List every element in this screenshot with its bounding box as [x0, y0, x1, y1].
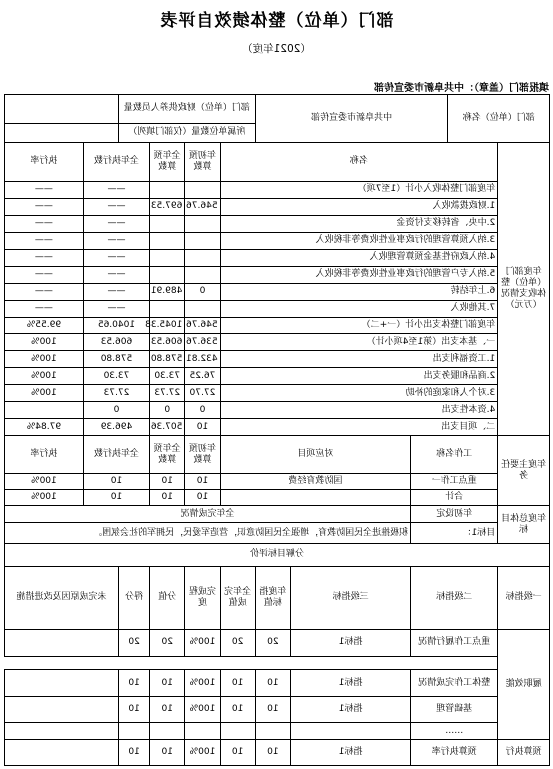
fund-row-rate: 99.55%: [5, 317, 84, 334]
fund-row-annual: 1045.38: [150, 317, 185, 334]
fund-row-name: 2.商品和服务支出: [220, 368, 498, 385]
fund-row-annual: [150, 181, 185, 198]
eval-spacer: [255, 656, 290, 670]
fund-row-rate: 100%: [5, 351, 84, 368]
eval-row-target: 20: [255, 630, 290, 657]
eval-header-target: 年度指标值: [255, 566, 290, 630]
fund-row-executed: ——: [83, 266, 149, 283]
eval-row-score-value: 10: [150, 670, 185, 697]
fund-row-initial: 546.76: [185, 198, 220, 215]
staff-count-value: [5, 95, 119, 124]
fund-row-initial: 432.81: [185, 351, 220, 368]
eval-row-score: 10: [119, 696, 150, 723]
task-total-label: 合计: [411, 490, 498, 506]
fund-row-annual: 606.53: [150, 334, 185, 351]
eval-row-level3: 指标1: [291, 670, 411, 697]
filling-unit: 填报部门（盖章）：中共阜新市委宣传部: [374, 83, 549, 94]
eval-row-score-value: 20: [150, 630, 185, 657]
task-header-project: 对应项目: [220, 436, 411, 474]
fund-row-initial: 0: [185, 402, 220, 419]
fund-row-initial: [185, 232, 220, 249]
fund-row-name: 5.纳入专户管理的行政事业性收费等非税收入: [220, 266, 498, 283]
fund-row-name: 3.纳入预算管理的行政事业性收费等非税收入: [220, 232, 498, 249]
fund-header-annual: 全年预算数: [150, 142, 185, 181]
dept-name-label: 部门（单位）名称: [448, 95, 550, 143]
eval-header-level2: 二级指标: [411, 566, 498, 630]
eval-row-reason: [5, 670, 119, 697]
eval-budget-completed: 10: [220, 740, 255, 766]
fund-row-executed: ——: [83, 249, 149, 266]
fund-row-name: 二、项目支出: [220, 419, 498, 436]
fund-row-executed: ——: [83, 215, 149, 232]
fund-row-rate: 100%: [5, 334, 84, 351]
evaluation-table: [4, 94, 550, 766]
fund-row-rate: ——: [5, 232, 84, 249]
eval-row-score: 10: [119, 670, 150, 697]
eval-row-level3: 指标1: [291, 696, 411, 723]
fund-row-rate: ——: [5, 249, 84, 266]
task-header-rate: 执行率: [5, 436, 84, 474]
eval-header-completed: 全年完成值: [220, 566, 255, 630]
eval-spacer: [119, 656, 150, 670]
fund-row-name: 1.财政拨款收入: [220, 198, 498, 215]
fund-row-executed: 606.53: [83, 334, 149, 351]
fund-row-executed: 578.80: [83, 351, 149, 368]
eval-spacer: [411, 656, 498, 670]
fund-row-name: 3.对个人和家庭的补助: [220, 385, 498, 402]
fund-row-name: 7.其他收入: [220, 300, 498, 317]
fund-row-rate: ——: [5, 215, 84, 232]
fund-row-rate: 100%: [5, 368, 84, 385]
task-row-initial: 10: [185, 474, 220, 490]
eval-budget-label: 预算执行: [498, 740, 550, 766]
eval-header-score-value: 分值: [150, 566, 185, 630]
eval-empty-cell: [150, 723, 185, 740]
eval-spacer: [220, 656, 255, 670]
fund-row-initial: [185, 266, 220, 283]
fund-row-initial: 546.76: [185, 317, 220, 334]
eval-budget-reason: [5, 740, 119, 766]
fund-row-initial: [185, 300, 220, 317]
fund-header-executed: 全年执行数: [83, 142, 149, 181]
fund-row-rate: 100%: [5, 385, 84, 402]
goal-actual-text: 积极推进全民国防教育，增强全民国防意识，营造军爱民，民拥军的社会氛围。: [5, 523, 411, 544]
eval-empty-cell: [291, 723, 411, 740]
eval-header-level1: 一级指标: [498, 566, 550, 630]
fund-row-rate: ——: [5, 283, 84, 300]
task-total-annual: 10: [150, 490, 185, 506]
sub-unit-count-label: 所属单位数量（仅部门填列）: [119, 123, 256, 142]
task-row-executed: 10: [83, 474, 149, 490]
fund-row-executed: ——: [83, 181, 149, 198]
eval-row-reason: [5, 696, 119, 723]
fund-row-rate: ——: [5, 198, 84, 215]
fund-row-name: 4.纳入政府性基金预算管理收入: [220, 249, 498, 266]
eval-row-level2: 基础管理: [411, 696, 498, 723]
fund-row-rate: ——: [5, 266, 84, 283]
fund-row-name: 6.上年结转: [220, 283, 498, 300]
task-total-executed: 10: [83, 490, 149, 506]
goal-actual-header: 全年完成情况: [5, 506, 411, 523]
fund-row-initial: [185, 249, 220, 266]
dept-name-value: 中共阜新市委宣传部: [255, 95, 448, 143]
eval-budget-score-value: 10: [150, 740, 185, 766]
fund-row-annual: [150, 249, 185, 266]
fund-row-executed: 73.30: [83, 368, 149, 385]
fund-row-annual: 73.30: [150, 368, 185, 385]
fund-row-name: 一、基本支出（第1至4项小计）: [220, 334, 498, 351]
goal-plan-header: 年初设定: [411, 506, 498, 523]
eval-budget-target: 10: [255, 740, 290, 766]
fund-row-annual: 578.80: [150, 351, 185, 368]
fund-row-annual: 0: [150, 402, 185, 419]
eval-spacer: [150, 656, 185, 670]
fund-row-annual: 507.36: [150, 419, 185, 436]
goal-plan-text: 目标1：: [411, 523, 498, 544]
fund-row-rate: ——: [5, 181, 84, 198]
eval-row-score: 20: [119, 630, 150, 657]
fund-row-initial: 536.76: [185, 334, 220, 351]
task-total-rate: 100%: [5, 490, 84, 506]
eval-perf-label: 履职效能: [498, 630, 550, 740]
page-title: 部门（单位）整体绩效自评表: [159, 11, 394, 31]
fund-row-annual: 697.53: [150, 198, 185, 215]
eval-row-target: 10: [255, 696, 290, 723]
eval-header-degree: 完成程度: [185, 566, 220, 630]
eval-row-completed: 10: [220, 696, 255, 723]
fund-row-executed: ——: [83, 300, 149, 317]
eval-budget-degree: 100%: [185, 740, 220, 766]
fund-row-name: 1.工资福利支出: [220, 351, 498, 368]
fund-row-executed: 496.39: [83, 419, 149, 436]
fund-row-annual: [150, 232, 185, 249]
fund-row-initial: 10: [185, 419, 220, 436]
fund-row-name: 年度部门整体收入小计（1至7项）: [220, 181, 498, 198]
fund-row-name: 2.中央、省转移支付资金: [220, 215, 498, 232]
eval-row-score-value: 10: [150, 696, 185, 723]
task-row-rate: 100%: [5, 474, 84, 490]
fund-header-rate: 执行率: [5, 142, 84, 181]
eval-header-score: 得分: [119, 566, 150, 630]
fund-row-initial: 76.25: [185, 368, 220, 385]
eval-row-level3: 指标1: [291, 630, 411, 657]
eval-empty-cell: [5, 723, 119, 740]
fund-row-annual: 27.73: [150, 385, 185, 402]
eval-budget-level2: 预算执行率: [411, 740, 498, 766]
task-row-name: 重点工作一: [411, 474, 498, 490]
fund-section-label: 年度部门（单位）整体收支情况（万元）: [498, 142, 550, 436]
fund-row-executed: 1040.65: [83, 317, 149, 334]
goal-section-label: 年度总体目标: [498, 506, 550, 544]
fund-row-annual: [150, 215, 185, 232]
fund-row-rate: ——: [5, 300, 84, 317]
fund-row-rate: [5, 402, 84, 419]
fund-row-initial: 0: [185, 283, 220, 300]
fund-row-annual: 489.91: [150, 283, 185, 300]
fund-row-executed: 0: [83, 402, 149, 419]
fund-header-name: 名称: [220, 142, 498, 181]
eval-row-degree: 100%: [185, 630, 220, 657]
fund-row-annual: [150, 266, 185, 283]
task-row-project: 国防教育经费: [220, 474, 411, 490]
eval-empty-cell: [119, 723, 150, 740]
eval-row-level2: 整体工作完成情况: [411, 670, 498, 697]
eval-empty-cell: [185, 723, 220, 740]
task-section-label: 年度主要任务: [498, 436, 550, 506]
fund-row-initial: [185, 181, 220, 198]
eval-row-degree: 100%: [185, 670, 220, 697]
eval-budget-score: 10: [119, 740, 150, 766]
fund-row-name: 4.资本性支出: [220, 402, 498, 419]
task-row-annual: 10: [150, 474, 185, 490]
task-total-initial: 10: [185, 490, 220, 506]
fund-row-executed: ——: [83, 232, 149, 249]
fund-row-executed: 27.73: [83, 385, 149, 402]
fund-row-rate: 97.84%: [5, 419, 84, 436]
eval-empty-cell: [255, 723, 290, 740]
eval-budget-level3: 指标1: [291, 740, 411, 766]
fund-row-executed: ——: [83, 283, 149, 300]
eval-row-degree: 100%: [185, 696, 220, 723]
eval-row-target: 10: [255, 670, 290, 697]
eval-row-completed: 20: [220, 630, 255, 657]
report-year: （2021年度）: [242, 43, 311, 55]
eval-ellipsis: ……: [411, 723, 498, 740]
eval-header-reason: 未完成原因及改进措施: [5, 566, 119, 630]
fund-row-initial: 27.70: [185, 385, 220, 402]
staff-count-label: 部门（单位）财政供养人员数量: [119, 95, 256, 124]
eval-row-completed: 10: [220, 670, 255, 697]
task-header-initial: 年初预算数: [185, 436, 220, 474]
eval-row-reason: [5, 630, 119, 657]
eval-spacer: [291, 656, 411, 670]
task-header-executed: 全年执行数: [83, 436, 149, 474]
fund-header-initial: 年初预算数: [185, 142, 220, 181]
eval-spacer: [185, 656, 220, 670]
fund-row-executed: ——: [83, 198, 149, 215]
fund-row-name: 年度部门整体支出小计（一+二）: [220, 317, 498, 334]
sub-unit-count-value: [5, 123, 119, 142]
fund-row-annual: [150, 300, 185, 317]
eval-section-title: 分解目标评价: [5, 544, 550, 566]
eval-empty-cell: [220, 723, 255, 740]
eval-spacer: [5, 656, 119, 670]
task-total-project: [220, 490, 411, 506]
task-header-annual: 全年预算数: [150, 436, 185, 474]
eval-row-level2: 重点工作履行情况: [411, 630, 498, 657]
fund-row-initial: [185, 215, 220, 232]
task-header-name: 工作名称: [411, 436, 498, 474]
eval-header-level3: 三级指标: [291, 566, 411, 630]
